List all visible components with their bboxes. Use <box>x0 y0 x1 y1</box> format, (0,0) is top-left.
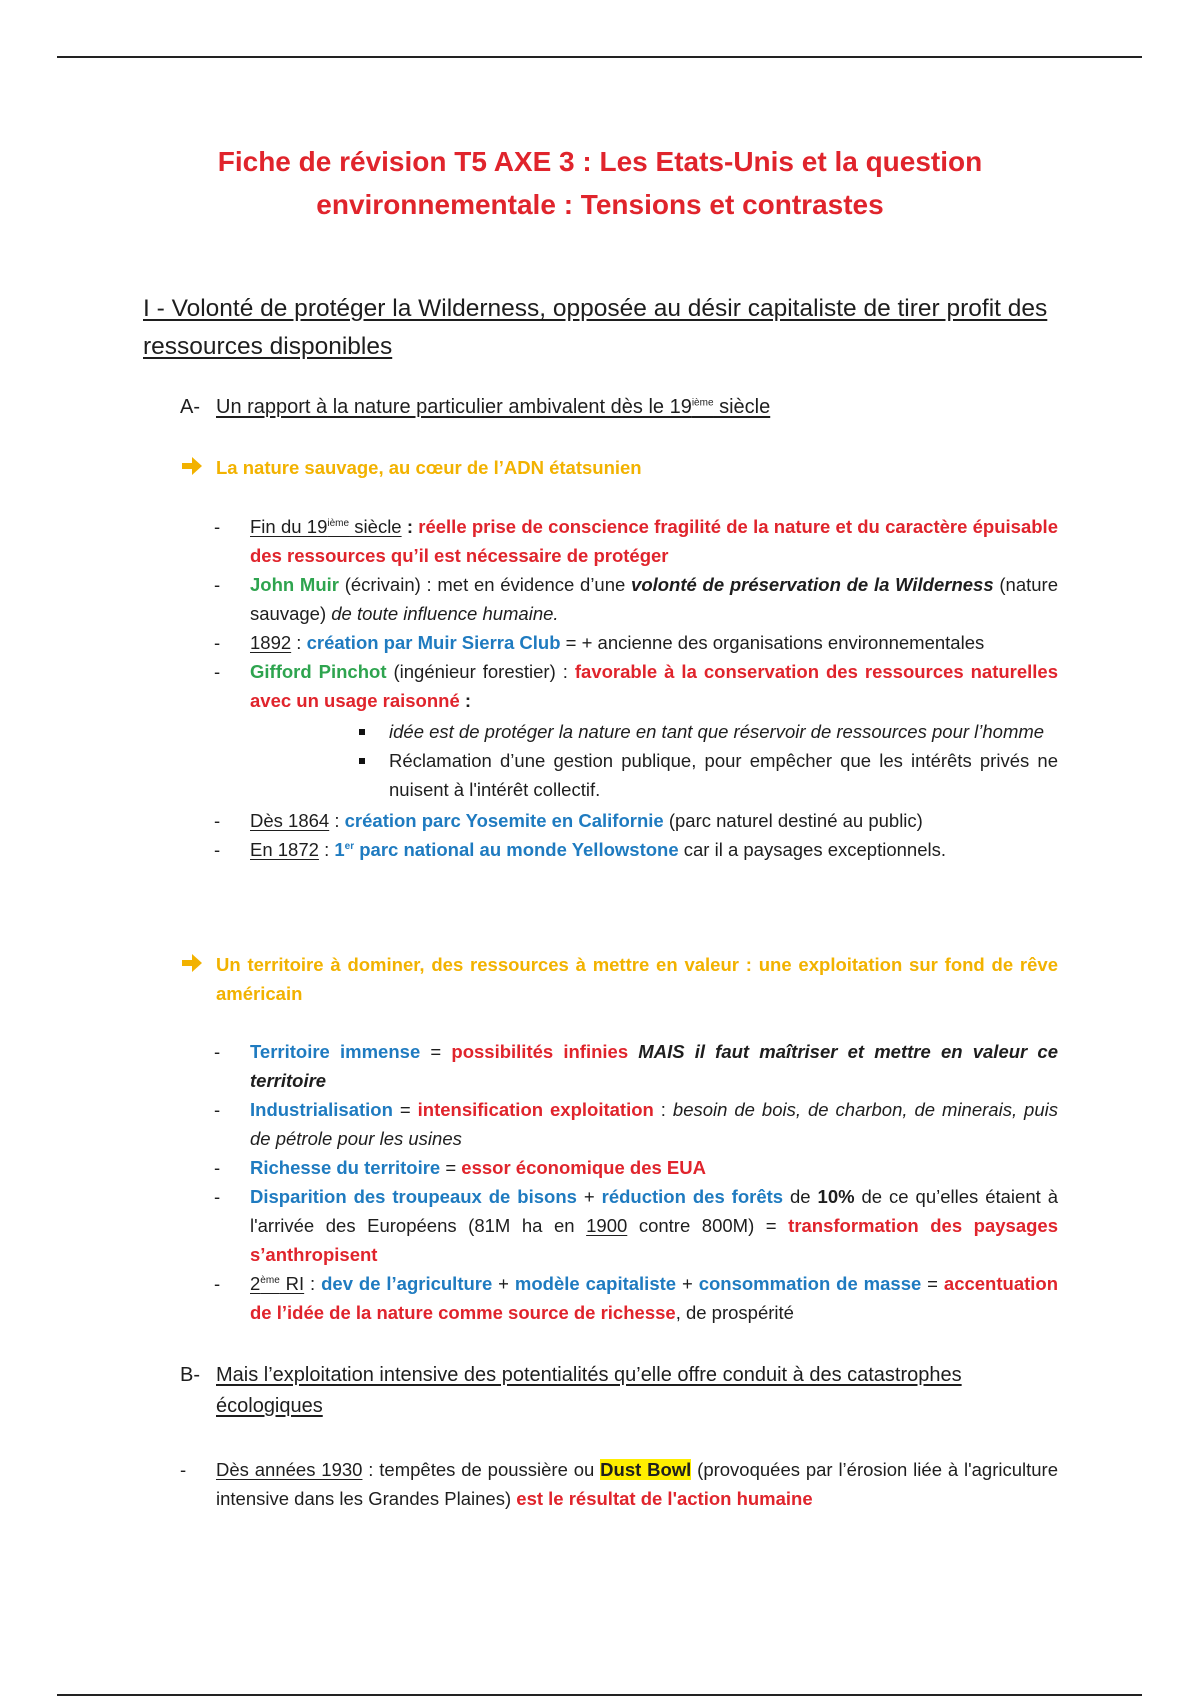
emphasis-red: réelle prise de conscience fragilité de la nature et du caractère épuisable des ressources qu’il est nécessaire de protéger <box>250 516 1058 566</box>
list-item: - Industrialisation = intensification exploitation : besoin de bois, de charbon, de minerais, puis de pétrole pour les usines <box>210 1095 1058 1153</box>
list-item: - 2ème RI : dev de l’agriculture + modèle capitaliste + consommation de masse = accentuation de l’idée de la nature comme source de richesse, de prospérité <box>210 1269 1058 1327</box>
subsection-title <box>216 392 1058 423</box>
list-item: - Territoire immense = possibilités infinies MAIS il faut maîtriser et mettre en valeur ce territoire <box>210 1037 1058 1095</box>
square-list-item: Réclamation d’une gestion publique, pour empêcher que les intérêts privés ne nuisent à l'intérêt collectif. <box>357 746 1058 804</box>
list-item: - Richesse du territoire = essor économique des EUA <box>210 1153 1058 1182</box>
arrow-right-icon <box>180 952 204 974</box>
arrow-point-2 <box>180 950 1058 1008</box>
list-item: - John Muir (écrivain) : met en évidence d’une volonté de préservation de la Wilderness (nature sauvage) de toute influence humaine. <box>210 570 1058 628</box>
date-label: 2ème RI <box>250 1273 305 1294</box>
person-name: John Muir <box>250 574 339 595</box>
subsection-letter: B- <box>180 1364 200 1386</box>
date-label: Fin du 19ième siècle <box>250 516 402 537</box>
list-item: - Disparition des troupeaux de bisons + réduction des forêts de 10% de ce qu’elles étaient à l'arrivée des Européens (81M ha en 1900 contre 800M) = transformation des paysages s’anthropisent <box>210 1182 1058 1269</box>
bullet-list-2 <box>210 1037 1058 1327</box>
emphasis-blue: création parc Yosemite en Californie <box>344 810 664 831</box>
date-label: En 1872 <box>250 839 319 860</box>
subsection-letter: A- <box>180 396 200 418</box>
subsection-title-part: siècle <box>713 396 771 418</box>
date-label: Dès 1864 <box>250 810 330 831</box>
subsection-title: Mais l’exploitation intensive des potentialités qu’elle offre conduit à des catastrophes écologiques <box>216 1364 962 1417</box>
page-title: Fiche de révision T5 AXE 3 : Les Etats-Unis et la question environnementale : Tensions et contrastes <box>217 146 983 220</box>
square-list-item: idée est de protéger la nature en tant que réservoir de ressources pour l’homme <box>357 717 1058 746</box>
dust-bowl-text: Dès années 1930 : tempêtes de poussière ou Dust Bowl (provoquées par l’érosion liée à l'agriculture intensive dans les Grandes Plaines) est le résultat de l'action humaine <box>216 1459 1058 1509</box>
emphasis-red: favorable à la conservation des ressources naturelles avec un usage raisonné <box>250 661 1059 711</box>
highlight-dust-bowl: Dust Bowl <box>600 1459 692 1480</box>
subsection-title-part: Un rapport à la nature particulier ambivalent dès le 19 <box>216 396 692 418</box>
list-item: - Fin du 19ième siècle : réelle prise de conscience fragilité de la nature et du caractère épuisable des ressources qu’il est nécessaire de protéger <box>210 512 1058 570</box>
dust-bowl-point <box>180 1455 1058 1513</box>
arrow-point-text: Un territoire à dominer, des ressources à mettre en valeur : une exploitation sur fond de rêve américain <box>216 954 1058 1004</box>
emphasis-blue: 1er parc national au monde Yellowstone <box>334 839 679 860</box>
square-bullet-list <box>357 717 1058 804</box>
bottom-rule <box>57 1694 1142 1696</box>
list-item: - Dès 1864 : création parc Yosemite en Californie (parc naturel destiné au public) <box>210 806 1058 835</box>
subsection-B <box>180 1360 1058 1422</box>
list-item: - En 1872 : 1er parc national au monde Yellowstone car il a paysages exceptionnels. <box>210 835 1058 864</box>
arrow-point-1 <box>180 453 1058 482</box>
date-label: 1892 <box>250 632 292 653</box>
top-rule <box>57 56 1142 58</box>
emphasis-blue: création par Muir Sierra Club <box>306 632 561 653</box>
superscript: ième <box>691 397 714 409</box>
dash-bullet: - <box>180 1459 187 1480</box>
list-item: - Gifford Pinchot (ingénieur forestier) : favorable à la conservation des ressources naturelles avec un usage raisonné : idée est de protéger la nature en tant que réservoir de ressources pour l’homme Réclamation d’une gestion publique, pour empêcher que les intérêts privés ne nuisent à l'intérêt collectif. <box>210 657 1058 804</box>
arrow-point-text: La nature sauvage, au cœur de l’ADN étatsunien <box>216 457 642 478</box>
section-heading-I: I - Volonté de protéger la Wilderness, opposée au désir capitaliste de tirer profit des ressources disponibles <box>143 295 1048 360</box>
arrow-right-icon <box>180 455 204 477</box>
subsection-A <box>180 392 1058 423</box>
list-item: - 1892 : création par Muir Sierra Club = + ancienne des organisations environnementales <box>210 628 1058 657</box>
person-name: Gifford Pinchot <box>250 661 387 682</box>
bullet-list-1 <box>210 512 1058 864</box>
